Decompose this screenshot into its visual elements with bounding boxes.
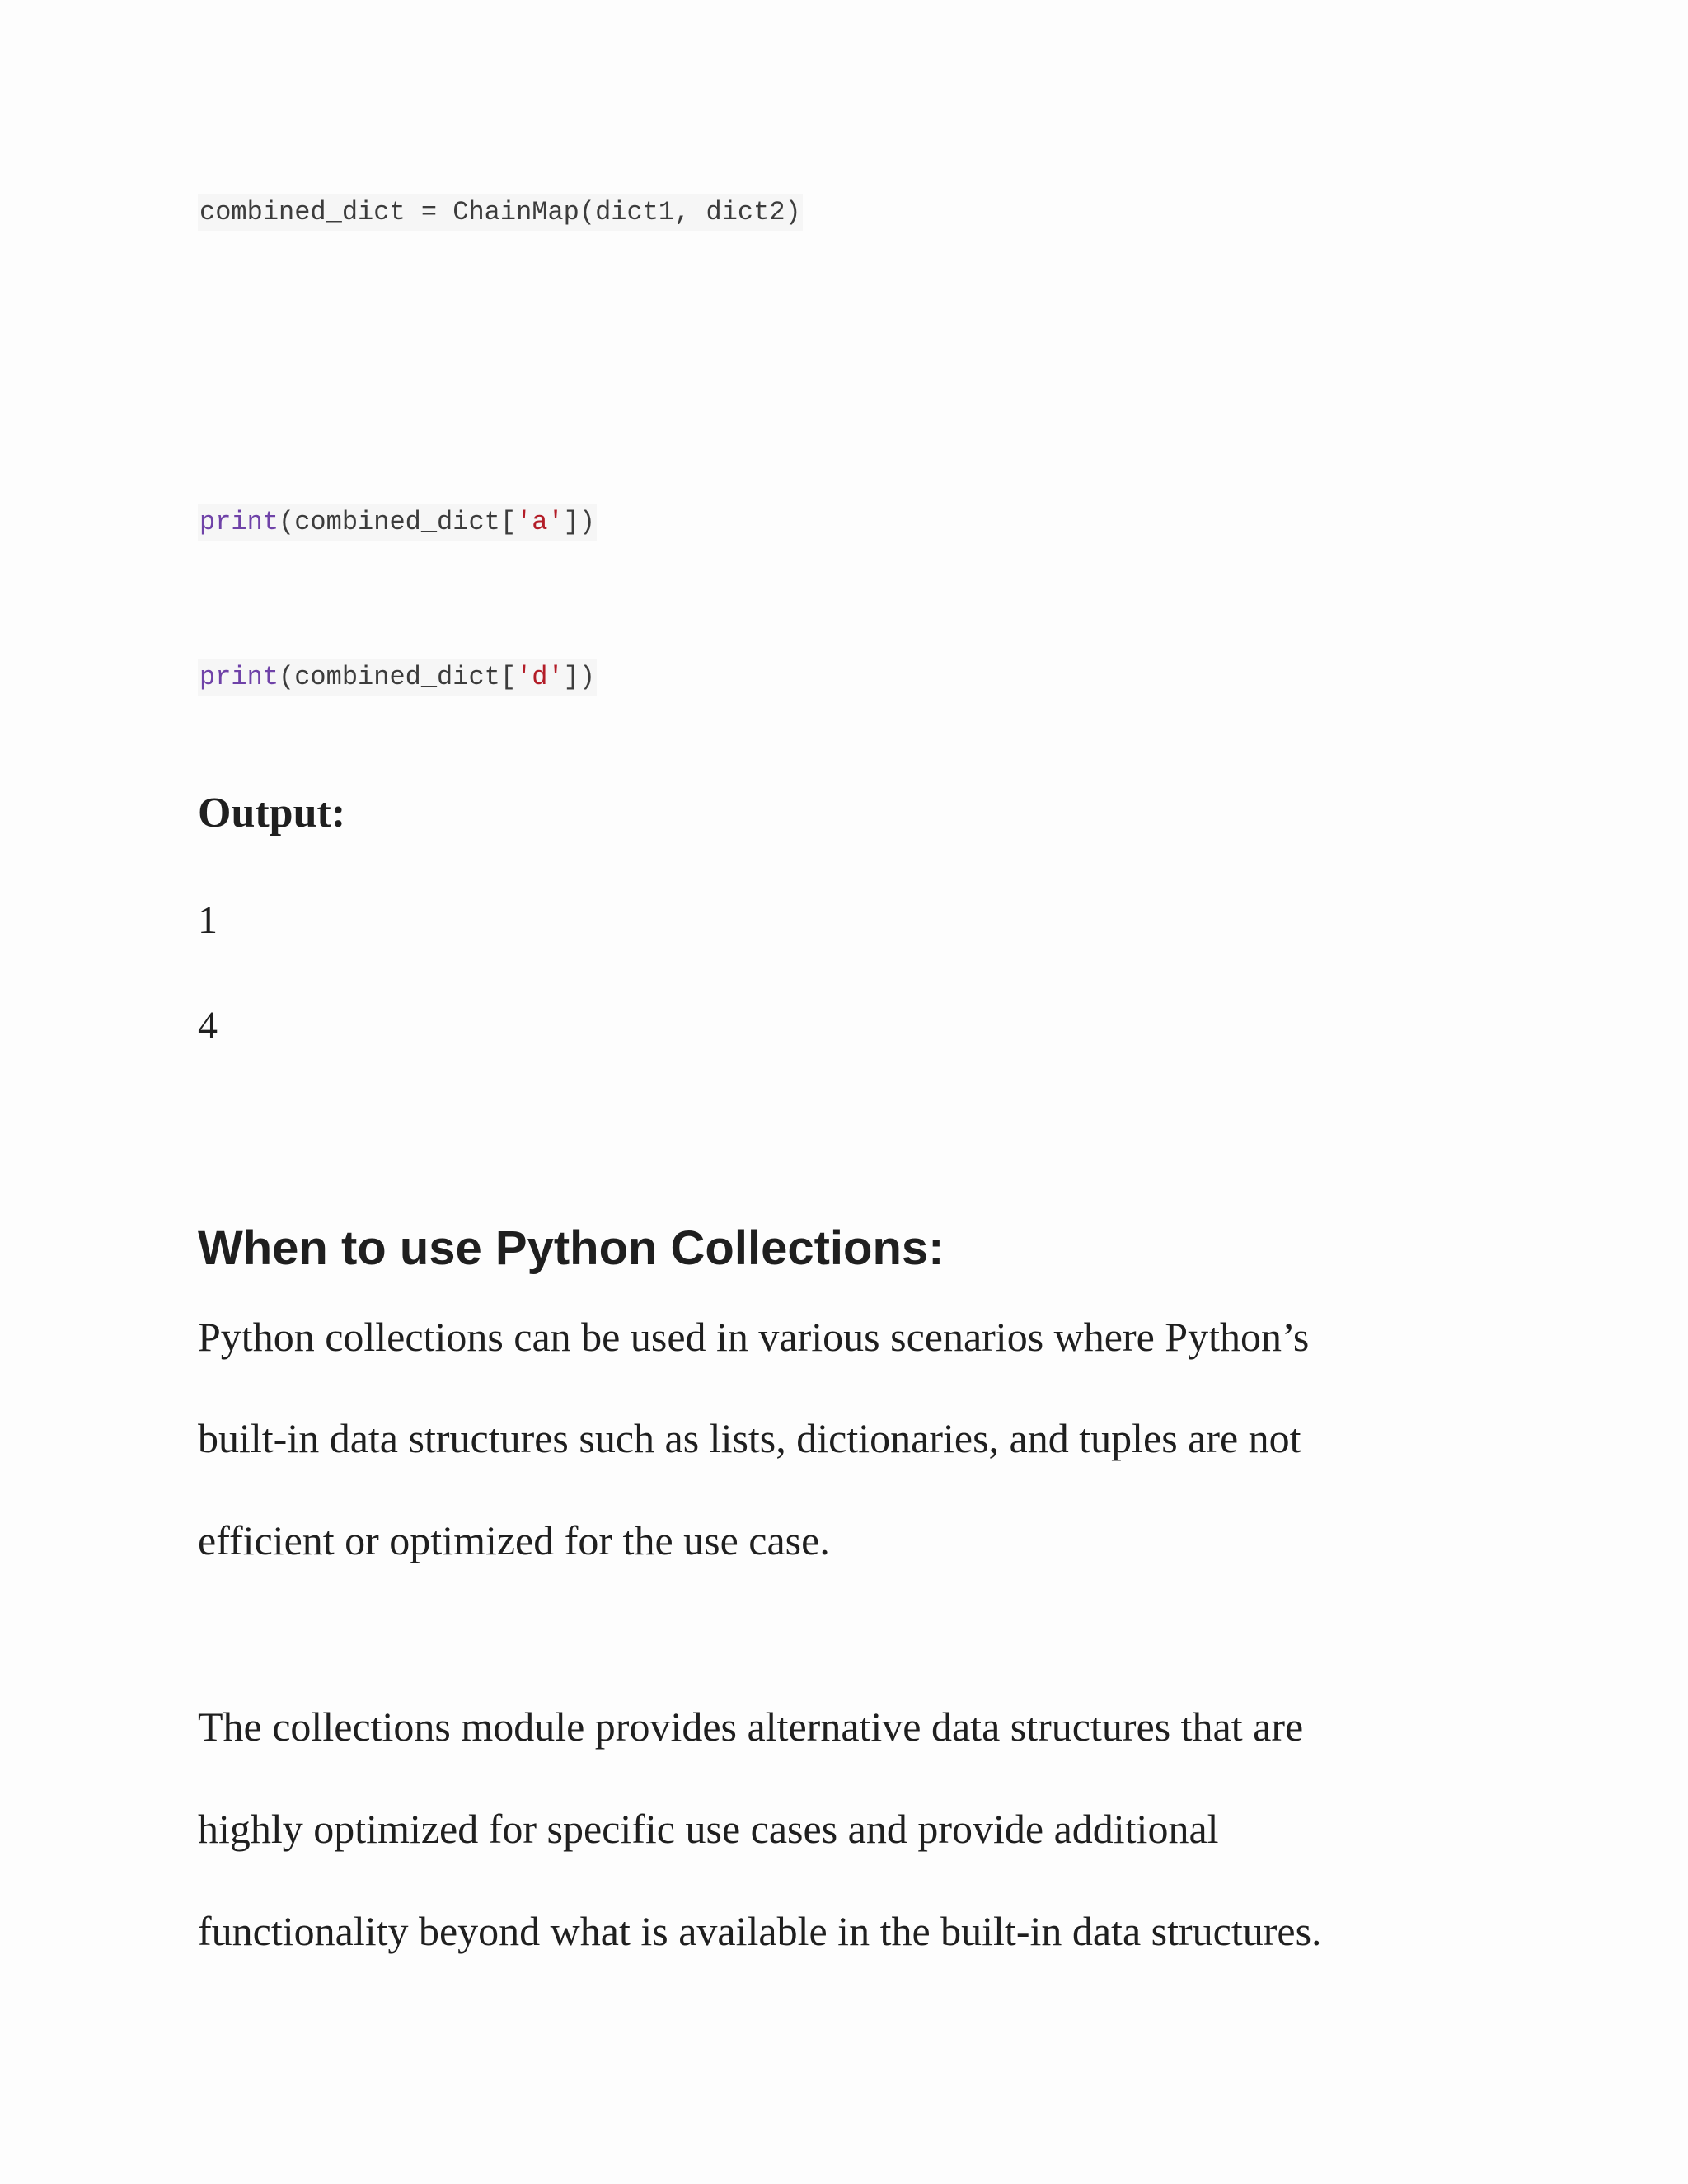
paragraph-2-line-3: functionality beyond what is available in the built-in data structures. xyxy=(198,1908,1322,1954)
section-heading: When to use Python Collections: xyxy=(198,1221,945,1275)
paragraph-1-line-3: efficient or optimized for the use case. xyxy=(198,1517,830,1563)
paragraph-2-line-1: The collections module provides alternative data structures that are xyxy=(198,1704,1304,1750)
code-line-chainmap xyxy=(198,194,803,231)
output-heading: Output: xyxy=(198,790,346,837)
paragraph-1-line-2: built-in data structures such as lists, dictionaries, and tuples are not xyxy=(198,1415,1301,1461)
code-line-print-a xyxy=(198,504,597,541)
code-keyword-print: print xyxy=(199,662,279,692)
output-value-1: 1 xyxy=(198,898,218,942)
paragraph-1-line-1: Python collections can be used in various scenarios where Python’s xyxy=(198,1314,1310,1360)
code-text: (combined_dict[ xyxy=(279,662,517,692)
code-string: 'd' xyxy=(516,662,564,692)
code-text: ]) xyxy=(563,507,596,537)
code-text: (combined_dict[ xyxy=(279,507,517,537)
paragraph-2-line-2: highly optimized for specific use cases and provide additional xyxy=(198,1806,1219,1852)
code-line-print-d xyxy=(198,659,597,696)
code-keyword-print: print xyxy=(199,507,279,537)
output-value-2: 4 xyxy=(198,1004,218,1047)
code-text: ]) xyxy=(563,662,596,692)
code-string: 'a' xyxy=(516,507,564,537)
code-text: combined_dict = ChainMap(dict1, dict2) xyxy=(199,197,801,227)
